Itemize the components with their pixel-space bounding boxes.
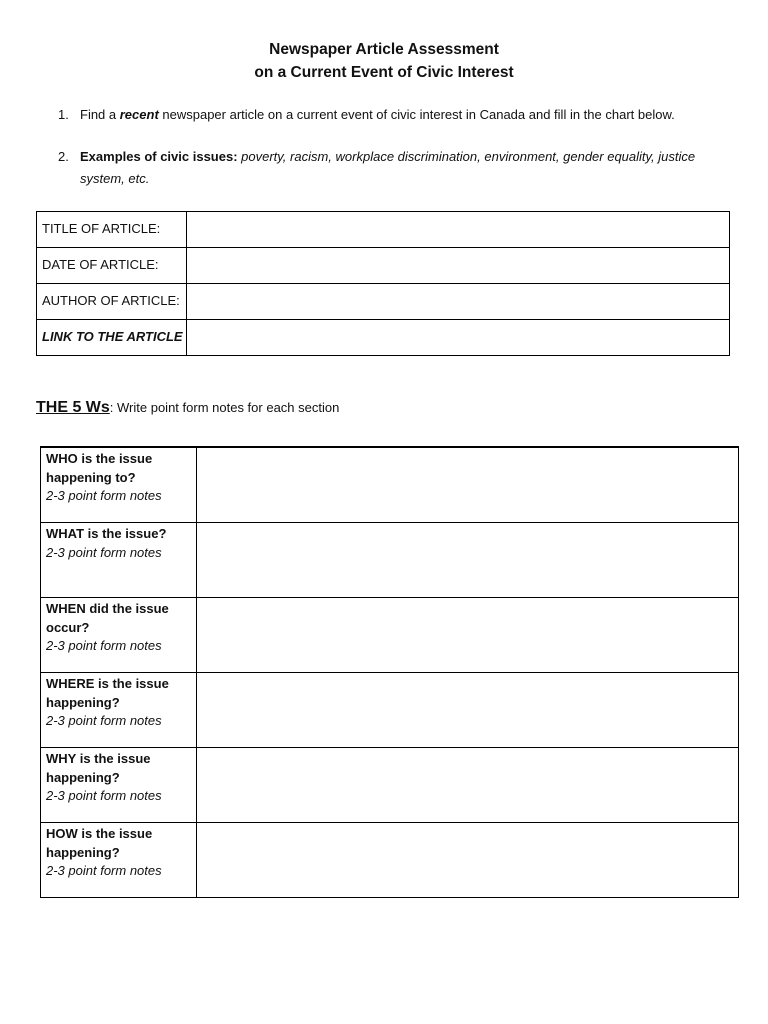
who-answer-field[interactable]	[197, 447, 739, 523]
table-row	[41, 748, 739, 823]
article-author-label: AUTHOR OF ARTICLE:	[37, 284, 187, 320]
where-answer-field[interactable]	[197, 673, 739, 748]
how-label-cell	[41, 823, 197, 898]
when-label-cell	[41, 598, 197, 673]
what-note: 2-3 point form notes	[46, 544, 162, 560]
table-row	[41, 673, 739, 748]
how-note: 2-3 point form notes	[46, 863, 162, 878]
five-ws-heading: THE 5 Ws	[36, 399, 110, 416]
what-label-cell	[41, 523, 197, 598]
instruction-item	[58, 146, 728, 190]
where-question: WHERE is the issue happening?	[46, 676, 169, 710]
instruction-examples: poverty, racism, workplace discrimination, environment, gender equality, justice system, etc.	[80, 149, 696, 186]
why-note: 2-3 point form notes	[46, 788, 162, 803]
where-note: 2-3 point form notes	[46, 713, 162, 728]
five-ws-subheading: : Write point form notes for each section	[109, 400, 340, 415]
five-ws-table	[40, 446, 739, 898]
article-title-label: TITLE OF ARTICLE:	[37, 212, 187, 248]
who-note: 2-3 point form notes	[46, 488, 162, 503]
instruction-text	[80, 104, 728, 126]
when-note: 2-3 point form notes	[46, 638, 162, 653]
instruction-emphasis: recent	[119, 107, 159, 122]
article-link-label: LINK TO THE ARTICLE	[37, 320, 187, 356]
instruction-text-part: newspaper article on a current event of civic interest in Canada and fill in the chart below.	[158, 107, 675, 122]
article-author-field[interactable]	[187, 284, 730, 320]
article-title-field[interactable]	[187, 212, 730, 248]
instruction-text	[80, 146, 728, 190]
how-question: HOW is the issue happening?	[46, 826, 153, 860]
table-row	[41, 447, 739, 523]
instruction-text-part: Find a	[80, 107, 120, 122]
why-answer-field[interactable]	[197, 748, 739, 823]
table-row	[37, 320, 730, 356]
what-answer-field[interactable]	[197, 523, 739, 598]
title-line-2: on a Current Event of Civic Interest	[254, 64, 514, 81]
when-answer-field[interactable]	[197, 598, 739, 673]
how-answer-field[interactable]	[197, 823, 739, 898]
five-ws-section-title	[36, 399, 339, 417]
table-row	[37, 284, 730, 320]
title-line-1: Newspaper Article Assessment	[269, 41, 499, 58]
article-info-table	[36, 211, 730, 356]
why-label-cell	[41, 748, 197, 823]
instruction-item	[58, 104, 728, 126]
table-row	[41, 523, 739, 598]
instructions-list	[58, 104, 728, 210]
table-row	[37, 248, 730, 284]
article-date-field[interactable]	[187, 248, 730, 284]
article-link-field[interactable]	[187, 320, 730, 356]
page-title	[0, 38, 768, 84]
where-label-cell	[41, 673, 197, 748]
who-label-cell	[41, 447, 197, 523]
table-row	[41, 823, 739, 898]
instruction-label: Examples of civic issues:	[80, 149, 238, 164]
table-row	[37, 212, 730, 248]
what-question: WHAT is the issue?	[46, 526, 167, 541]
table-row	[41, 598, 739, 673]
why-question: WHY is the issue happening?	[46, 751, 151, 785]
article-date-label: DATE OF ARTICLE:	[37, 248, 187, 284]
instruction-number: 1.	[58, 107, 69, 122]
instruction-number: 2.	[58, 149, 69, 164]
when-question: WHEN did the issue occur?	[46, 601, 169, 635]
who-question: WHO is the issue happening to?	[46, 451, 153, 485]
